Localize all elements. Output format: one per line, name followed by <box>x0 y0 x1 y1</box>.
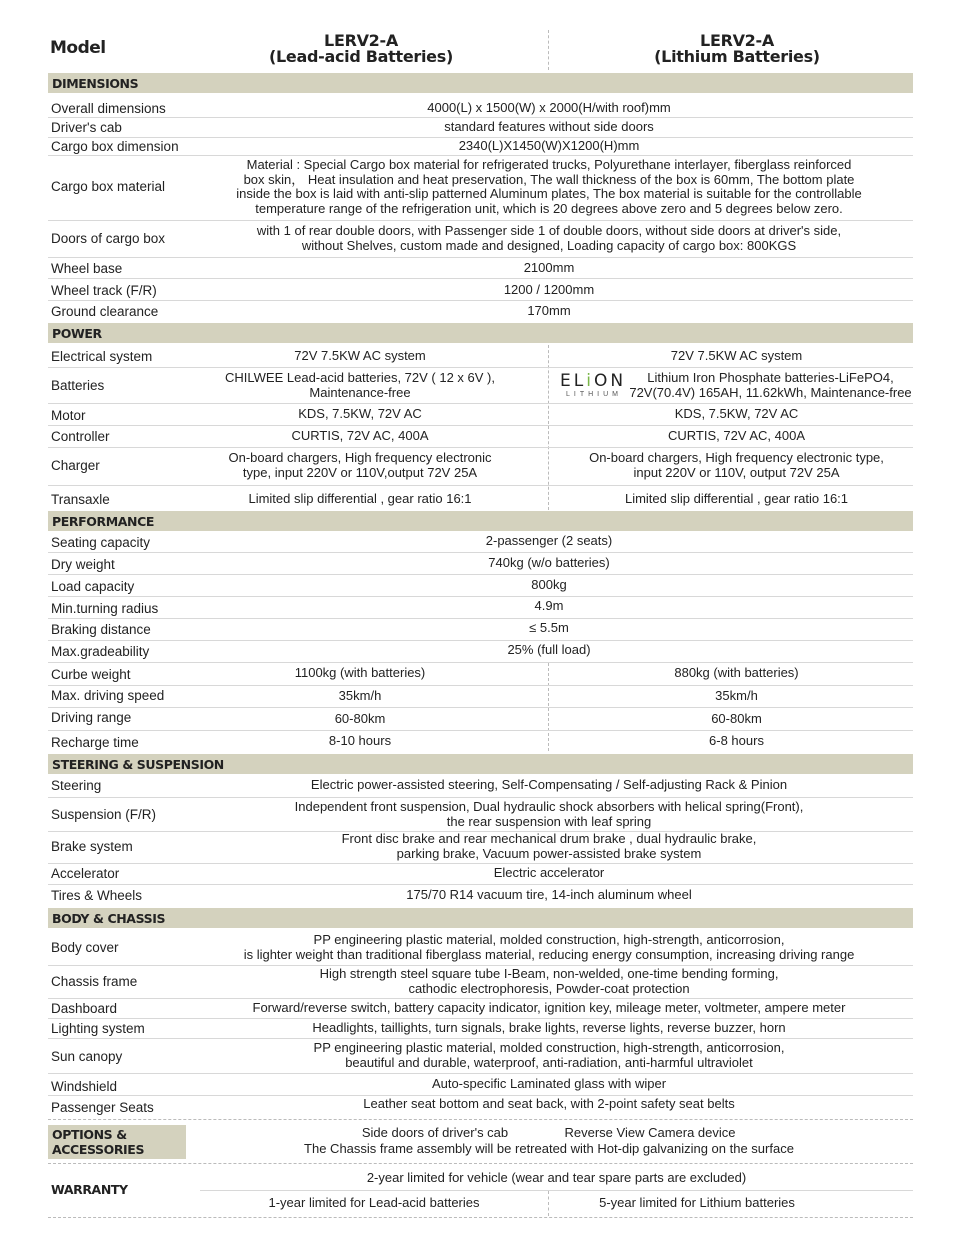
spec-value-line: temperature range of the refrigeration unit, which is 20 degrees above zero and 5 degrees below zero. <box>255 200 843 216</box>
row-divider <box>48 552 913 553</box>
spec-value-line: Independent front suspension, Dual hydraulic shock absorbers with helical spring(Front), <box>294 799 804 814</box>
spec-label: Max.gradeability <box>51 644 150 659</box>
spec-label: Batteries <box>51 378 105 393</box>
spec-value-multiline <box>185 967 913 996</box>
spec-value-lead-acid: 1100kg (with batteries) <box>294 665 426 680</box>
section-title: DIMENSIONS <box>52 76 139 91</box>
spec-value-line: On-board chargers, High frequency electronic type, <box>589 450 884 465</box>
row-divider <box>48 998 913 999</box>
spec-label: Max. driving speed <box>51 688 165 703</box>
spec-label: Body cover <box>51 940 119 955</box>
logo-subtext: LITHIUM <box>566 391 622 398</box>
spec-label: Driver's cab <box>51 120 122 135</box>
row-divider <box>48 425 913 426</box>
row-divider <box>48 662 913 663</box>
row-divider <box>48 1217 913 1218</box>
option-item: Reverse View Camera device <box>564 1125 736 1140</box>
spec-value: Leather seat bottom and seat back, with 2-point safety seat belts <box>363 1096 735 1111</box>
spec-value-multiline <box>185 800 913 829</box>
row-divider <box>48 1018 913 1019</box>
spec-value-line: On-board chargers, High frequency electronic <box>228 450 492 465</box>
spec-value-lithium: 6-8 hours <box>709 733 764 748</box>
spec-value-line: Front disc brake and rear mechanical drum brake , dual hydraulic brake, <box>341 831 757 846</box>
section-options-accessories <box>48 1125 186 1159</box>
spec-value-lithium: KDS, 7.5KW, 72V AC <box>674 406 799 421</box>
row-divider <box>200 1190 913 1191</box>
spec-value-lithium: CURTIS, 72V AC, 400A <box>667 428 806 443</box>
section-title: BODY & CHASSIS <box>52 911 166 926</box>
spec-value-lithium: 60-80km <box>711 711 762 726</box>
spec-value-multiline <box>185 1041 913 1070</box>
spec-value: Auto-specific Laminated glass with wiper <box>431 1076 667 1091</box>
row-divider <box>48 117 913 118</box>
section-warranty: WARRANTY <box>51 1182 128 1197</box>
spec-value: 25% (full load) <box>507 642 591 657</box>
row-divider <box>48 447 913 448</box>
spec-label: Lighting system <box>51 1021 145 1036</box>
row-divider <box>48 640 913 641</box>
spec-value: 2100mm <box>523 260 575 275</box>
spec-label: Doors of cargo box <box>51 231 166 246</box>
column-divider <box>548 30 549 70</box>
row-divider <box>48 863 913 864</box>
row-divider <box>48 797 913 798</box>
spec-value-lead-acid: CURTIS, 72V AC, 400A <box>291 428 429 443</box>
spec-value-multiline <box>185 224 913 253</box>
spec-label: Sun canopy <box>51 1049 123 1064</box>
section-title: POWER <box>52 326 102 341</box>
spec-value-lithium: 880kg (with batteries) <box>674 665 799 680</box>
row-divider <box>48 220 913 221</box>
spec-value: ≤ 5.5m <box>529 620 569 635</box>
spec-label: Ground clearance <box>51 304 159 319</box>
spec-label: Curbe weight <box>51 667 131 682</box>
option-note: The Chassis frame assembly will be retreated with Hot-dip galvanizing on the surface <box>304 1141 794 1156</box>
spec-label: Steering <box>51 778 102 793</box>
spec-label: Brake system <box>51 839 133 854</box>
column-header-lead-acid <box>186 33 536 65</box>
spec-value-line: is lighter weight than traditional fiberglass material, reducing energy consumption, increasing driving range <box>243 946 855 962</box>
spec-value: 170mm <box>527 303 571 318</box>
spec-value-line: PP engineering plastic material, molded construction, high-strength, anticorrosion, <box>313 932 785 947</box>
spec-label: Tires & Wheels <box>51 888 143 903</box>
spec-value-lead-acid: 8-10 hours <box>328 733 392 748</box>
spec-value: 740kg (w/o batteries) <box>488 555 610 570</box>
spec-value-lithium: 35km/h <box>715 688 758 703</box>
section-title-line: ACCESSORIES <box>52 1142 145 1157</box>
row-divider <box>48 596 913 597</box>
logo-text: EL <box>560 371 587 391</box>
spec-value-lithium <box>560 451 913 480</box>
warranty-lead-acid: 1-year limited for Lead-acid batteries <box>268 1195 480 1210</box>
spec-value-lead-acid: Limited slip differential , gear ratio 16:1 <box>248 491 472 506</box>
spec-label: Min.turning radius <box>51 601 159 616</box>
spec-label: Passenger Seats <box>51 1100 154 1115</box>
spec-value-lithium: Limited slip differential , gear ratio 16:1 <box>624 491 849 506</box>
spec-value-line: CHILWEE Lead-acid batteries, 72V ( 12 x 6V ), <box>225 370 495 385</box>
spec-value-multiline <box>185 832 913 861</box>
spec-label: Dashboard <box>51 1001 118 1016</box>
row-divider <box>48 707 913 708</box>
spec-value: Electric accelerator <box>493 865 605 880</box>
section-title: PERFORMANCE <box>52 514 155 529</box>
spec-value-line: parking brake, Vacuum power-assisted brake system <box>396 845 702 861</box>
section-power <box>48 323 913 343</box>
spec-value: 4.9m <box>534 598 564 613</box>
column-header-battery-type: (Lithium Batteries) <box>654 47 820 66</box>
row-divider <box>48 257 913 258</box>
spec-value-line: Lithium Iron Phosphate batteries-LiFePO4, <box>647 370 894 385</box>
option-item: Side doors of driver's cab <box>361 1125 509 1140</box>
model-header: Model <box>50 38 106 58</box>
spec-value: 2-passenger (2 seats) <box>485 533 613 548</box>
row-divider <box>48 485 913 486</box>
spec-value-lead-acid <box>185 371 535 400</box>
spec-label: Load capacity <box>51 579 135 594</box>
spec-value-line: Material : Special Cargo box material for refrigerated trucks, Polyurethane interlayer, fiberglass reinforced <box>246 157 852 172</box>
section-title-line: OPTIONS & <box>52 1127 127 1142</box>
spec-value-lithium: 72V 7.5KW AC system <box>670 348 803 363</box>
column-header-battery-type: (Lead-acid Batteries) <box>269 47 453 66</box>
spec-value-line: PP engineering plastic material, molded construction, high-strength, anticorrosion, <box>313 1040 785 1055</box>
spec-value-lead-acid: 35km/h <box>338 688 382 703</box>
spec-value: 1200 / 1200mm <box>503 282 595 297</box>
spec-value-line: High strength steel square tube I-Beam, non-welded, one-time bending forming, <box>319 966 779 981</box>
spec-value: 800kg <box>531 577 567 592</box>
section-body-chassis <box>48 908 913 928</box>
spec-value-line: cathodic electrophoresis, Powder-coat protection <box>408 980 690 996</box>
column-header-model: LERV2-A <box>324 31 398 50</box>
row-divider <box>48 574 913 575</box>
spec-value: Headlights, taillights, turn signals, brake lights, reverse lights, reverse buzzer, horn <box>312 1020 786 1035</box>
spec-label: Transaxle <box>51 492 110 507</box>
row-divider <box>48 1163 913 1164</box>
row-divider <box>48 155 913 156</box>
spec-label: Overall dimensions <box>51 101 166 116</box>
section-title <box>52 1127 144 1157</box>
spec-label: Driving range <box>51 710 132 725</box>
spec-label: Cargo box material <box>51 179 166 194</box>
spec-label: Windshield <box>51 1079 118 1094</box>
spec-value: 2340(L)X1450(W)X1200(H)mm <box>458 138 640 153</box>
row-divider <box>48 685 913 686</box>
spec-value-multiline <box>185 933 913 962</box>
spec-label: Motor <box>51 408 86 423</box>
column-header-lithium <box>562 33 912 65</box>
spec-value-multiline <box>185 158 913 216</box>
section-title: STEERING & SUSPENSION <box>52 757 224 772</box>
spec-value-line: the rear suspension with leaf spring <box>446 813 652 829</box>
spec-value-line: inside the box is laid with anti-slip patterned Aluminum plates, The box material is suitable for the controllable <box>236 186 862 201</box>
row-divider <box>48 367 913 368</box>
spec-label: Cargo box dimension <box>51 139 179 154</box>
section-dimensions <box>48 73 913 93</box>
elion-lithium-logo <box>560 371 626 401</box>
logo-text: i <box>586 371 594 391</box>
spec-value: standard features without side doors <box>444 119 654 134</box>
spec-value-lead-acid <box>185 451 535 480</box>
logo-text: ON <box>593 371 627 391</box>
spec-value-lithium <box>628 371 913 400</box>
row-divider <box>48 884 913 885</box>
spec-value-line: with 1 of rear double doors, with Passenger side 1 of double doors, without side doors at driver's side, <box>256 223 842 238</box>
spec-value: Forward/reverse switch, battery capacity indicator, ignition key, mileage meter, voltmeter, ampere meter <box>252 1000 846 1015</box>
spec-value-line: input 220V or 110V, output 72V 25A <box>633 464 840 480</box>
column-header-model: LERV2-A <box>700 31 774 50</box>
row-divider <box>48 1119 913 1120</box>
row-divider <box>48 300 913 301</box>
row-divider <box>48 730 913 731</box>
section-performance <box>48 511 913 531</box>
spec-value-line: 72V(70.4V) 165AH, 11.62kWh, Maintenance-free <box>629 384 912 400</box>
spec-value-lead-acid: 72V 7.5KW AC system <box>294 348 426 363</box>
row-divider <box>48 403 913 404</box>
spec-label: Accelerator <box>51 866 120 881</box>
section-steering-suspension <box>48 754 913 774</box>
spec-label: Seating capacity <box>51 535 151 550</box>
spec-label: Electrical system <box>51 349 153 364</box>
row-divider <box>48 618 913 619</box>
row-divider <box>48 1038 913 1039</box>
spec-label: Charger <box>51 458 100 473</box>
spec-value-line: without Shelves, custom made and designed, Loading capacity of cargo box: 800KGS <box>301 237 797 253</box>
warranty-vehicle: 2-year limited for vehicle (wear and tear spare parts are excluded) <box>366 1170 747 1185</box>
spec-value-line: beautiful and durable, waterproof, anti-radiation, anti-harmful ultraviolet <box>345 1054 753 1070</box>
spec-label: Recharge time <box>51 735 139 750</box>
warranty-lithium: 5-year limited for Lithium batteries <box>599 1195 795 1210</box>
spec-label: Dry weight <box>51 557 115 572</box>
spec-value: Electric power-assisted steering, Self-Compensating / Self-adjusting Rack & Pinion <box>310 777 788 792</box>
spec-label: Controller <box>51 429 110 444</box>
row-divider <box>48 1073 913 1074</box>
row-divider <box>48 278 913 279</box>
spec-value-lead-acid: KDS, 7.5KW, 72V AC <box>298 406 422 421</box>
spec-label: Braking distance <box>51 622 151 637</box>
spec-label: Wheel base <box>51 261 123 276</box>
spec-label: Chassis frame <box>51 974 138 989</box>
spec-label: Suspension (F/R) <box>51 807 157 822</box>
spec-value: 175/70 R14 vacuum tire, 14-inch aluminum wheel <box>406 887 692 902</box>
spec-value-line: box skin， Heat insulation and heat preservation, The wall thickness of the box is 60mm, The bottom plate <box>243 171 855 187</box>
spec-value-lead-acid: 60-80km <box>334 711 386 726</box>
spec-value-line: Maintenance-free <box>309 384 411 400</box>
spec-value: 4000(L) x 1500(W) x 2000(H/with roof)mm <box>427 100 671 115</box>
spec-value-line: type, input 220V or 110V,output 72V 25A <box>242 464 478 480</box>
spec-label: Wheel track (F/R) <box>51 283 157 298</box>
